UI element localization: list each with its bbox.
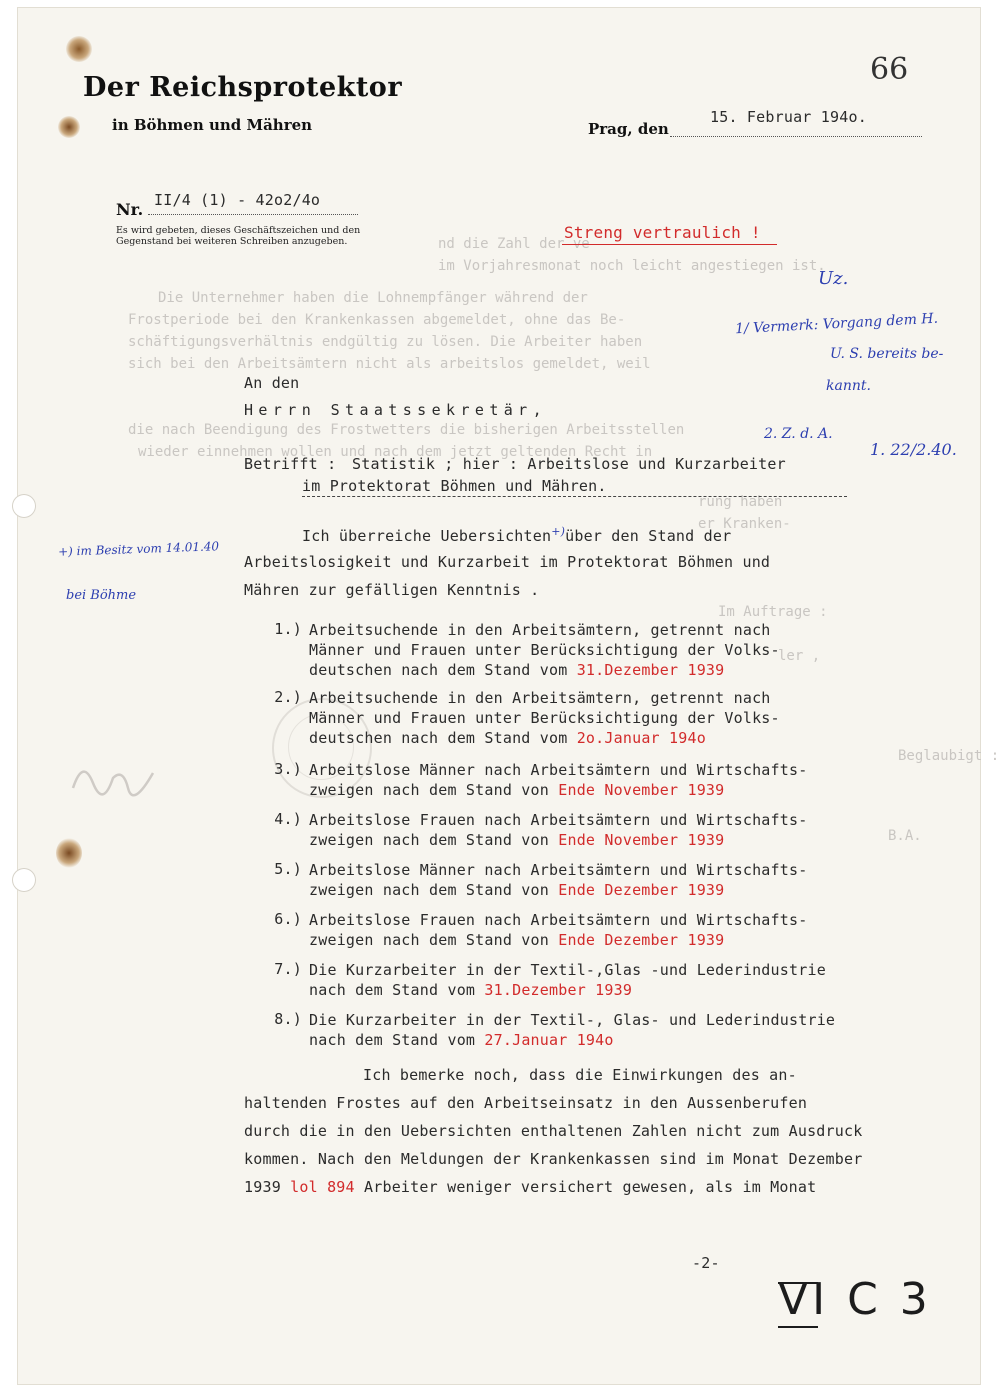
bleed-through-text: Im Auftrage : (718, 604, 828, 620)
list-item-date: 27.Januar 194o (484, 1031, 614, 1049)
list-item-line: Die Kurzarbeiter in der Textil-,Glas -und Lederindustrie (309, 961, 826, 979)
letterhead-subtitle: in Böhmen und Mähren (112, 116, 313, 134)
list-item-text (309, 688, 780, 748)
list-item-line-text: nach dem Stand vom (309, 1031, 485, 1049)
list-item-line (309, 728, 780, 748)
subject-line1: Statistik ; hier : Arbeitslose und Kurzarbeiter (352, 455, 786, 473)
reference-line (148, 214, 358, 215)
bleed-through-text: Die Unternehmer haben die Lohnempfänger während der (158, 290, 588, 306)
subject-line2: im Protektorat Böhmen und Mähren. (302, 477, 607, 495)
list-item-number: 7.) (274, 960, 302, 978)
archive-mark: VI C 3 (778, 1274, 932, 1325)
closing-line5-post: Arbeiter weniger versichert gewesen, als im Monat (354, 1178, 817, 1196)
bleed-through-text: schäftigungsverhältnis endgültig zu lösen. Die Arbeiter haben (128, 334, 643, 350)
bleed-through-text: nd die Zahl der ve (438, 236, 590, 252)
page-number: 66 (870, 52, 909, 87)
list-item-line (309, 780, 807, 800)
bleed-through-text: er Kranken- (698, 516, 791, 532)
archive-mark-overline (778, 1282, 818, 1284)
bleed-through-text: B.A. (888, 828, 922, 844)
closing-figure: lol 894 (290, 1178, 355, 1196)
list-item-date: Ende Dezember 1939 (558, 931, 725, 949)
bleed-through-text: rung haben (698, 494, 783, 510)
list-item-line-text: zweigen nach dem Stand von (309, 881, 559, 899)
list-item-number: 6.) (274, 910, 302, 928)
handwritten-note-right-1: 1/ Vermerk: Vorgang dem H. (734, 310, 939, 338)
list-item-line: Arbeitsuchende in den Arbeitsämtern, getrennt nach (309, 621, 771, 639)
closing-line4: kommen. Nach den Meldungen der Krankenkassen sind im Monat Dezember (244, 1150, 863, 1168)
list-item-text (309, 910, 807, 950)
recipient-line2: Herrn Staatssekretär, (244, 401, 548, 419)
document-page (18, 8, 1000, 1384)
letter-date: 15. Februar 194o. (710, 108, 867, 126)
closing-line5-pre: 1939 (244, 1178, 291, 1196)
closing-line1: Ich bemerke noch, dass die Einwirkungen des an- (363, 1066, 797, 1084)
rust-stain (56, 838, 82, 868)
list-item-date: 31.Dezember 1939 (576, 661, 725, 679)
closing-line3: durch die in den Uebersichten enthaltenen Zahlen nicht zum Ausdruck (244, 1122, 863, 1140)
place-label: Prag, den (588, 120, 669, 138)
list-item-line: Die Kurzarbeiter in der Textil-, Glas- und Lederindustrie (309, 1011, 836, 1029)
intro-line1-text: Ich überreiche Uebersichten (302, 527, 552, 545)
list-item-line-text: zweigen nach dem Stand von (309, 781, 559, 799)
handwritten-note-right-3: kannt. (826, 378, 871, 394)
closing-line5 (244, 1178, 816, 1196)
list-item-line-text: zweigen nach dem Stand von (309, 931, 559, 949)
list-item-line (309, 880, 807, 900)
reference-note-line2: Gegenstand bei weiteren Schreiben anzugeben. (116, 236, 348, 247)
list-item-line (309, 830, 807, 850)
handwritten-date-note: 1. 22/2.40. (870, 440, 957, 459)
reference-number: II/4 (1) - 42o2/4o (154, 191, 321, 209)
list-item-line (309, 980, 826, 1000)
bleed-through-text: wieder einnehmen wollen und nach dem jetzt geltenden Recht in (138, 444, 653, 460)
reference-note-line1: Es wird gebeten, dieses Geschäftszeichen und den (116, 225, 361, 236)
list-item-number: 5.) (274, 860, 302, 878)
list-item-line: Arbeitsuchende in den Arbeitsämtern, getrennt nach (309, 689, 771, 707)
list-item-number: 1.) (274, 620, 302, 638)
letterhead-title: Der Reichsprotektor (83, 72, 403, 103)
list-item-line (309, 930, 807, 950)
intro-line2: Arbeitslosigkeit und Kurzarbeit im Protektorat Böhmen und (244, 553, 771, 571)
list-item-line: Männer und Frauen unter Berücksichtigung der Volks- (309, 641, 780, 659)
footnote-mark: +) (551, 525, 566, 538)
list-item-text (309, 810, 807, 850)
list-item-line-text: nach dem Stand vom (309, 981, 485, 999)
subject-label: Betrifft : (244, 455, 337, 473)
list-item-line: Arbeitslose Männer nach Arbeitsämtern und Wirtschafts- (309, 761, 808, 779)
subject-underline (302, 496, 847, 497)
confidential-underline (562, 244, 777, 245)
list-item-line: Arbeitslose Männer nach Arbeitsämtern und Wirtschafts- (309, 861, 808, 879)
list-item-text (309, 860, 807, 900)
punch-hole (12, 494, 36, 518)
list-item-text (309, 620, 780, 680)
list-item-number: 8.) (274, 1010, 302, 1028)
list-item-text (309, 760, 807, 800)
list-item-line-text: deutschen nach dem Stand vom (309, 729, 577, 747)
list-item-text (309, 960, 826, 1000)
bleed-through-text: Frostperiode bei den Krankenkassen abgemeldet, ohne das Be- (128, 312, 626, 328)
handwritten-note-left-1: +) im Besitz vom 14.01.40 (57, 539, 220, 559)
handwritten-initials: Uz. (818, 268, 849, 289)
handwritten-mark-right: 2. Z. d. A. (764, 426, 833, 442)
list-item-line: Männer und Frauen unter Berücksichtigung der Volks- (309, 709, 780, 727)
bleed-through-text: die nach Beendigung des Frostwetters die bisherigen Arbeitsstellen (128, 422, 685, 438)
list-item-line-text: deutschen nach dem Stand vom (309, 661, 577, 679)
rust-stain (66, 36, 92, 62)
closing-line2: haltenden Frostes auf den Arbeitseinsatz in den Aussenberufen (244, 1094, 808, 1112)
list-item-line-text: zweigen nach dem Stand von (309, 831, 559, 849)
punch-hole (12, 868, 36, 892)
handwritten-note-left-2: bei Böhme (66, 588, 137, 603)
intro-line1-rest: über den Stand der (565, 527, 732, 545)
list-item-line: Arbeitslose Frauen nach Arbeitsämtern und Wirtschafts- (309, 811, 808, 829)
recipient-line1: An den (244, 374, 300, 392)
list-item-line (309, 660, 780, 680)
reference-label: Nr. (116, 200, 144, 219)
archive-mark-underline (778, 1326, 818, 1328)
list-item-date: Ende November 1939 (558, 831, 725, 849)
list-item-text (309, 1010, 835, 1050)
faint-signature-icon (68, 748, 158, 808)
continuation-marker: -2- (692, 1254, 720, 1272)
date-line (670, 136, 922, 137)
list-item-number: 2.) (274, 688, 302, 706)
list-item-line (309, 1030, 835, 1050)
list-item-date: 31.Dezember 1939 (484, 981, 633, 999)
list-item-date: Ende November 1939 (558, 781, 725, 799)
intro-line1 (302, 525, 731, 545)
handwritten-note-right-2: U. S. bereits be- (830, 346, 944, 362)
intro-line3: Mähren zur gefälligen Kenntnis . (244, 581, 540, 599)
list-item-number: 3.) (274, 760, 302, 778)
list-item-date: Ende Dezember 1939 (558, 881, 725, 899)
confidential-mark: Streng vertraulich ! (564, 223, 761, 242)
list-item-line: Arbeitslose Frauen nach Arbeitsämtern und Wirtschafts- (309, 911, 808, 929)
bleed-through-text: sich bei den Arbeitsämtern nicht als arbeitslos gemeldet, weil (128, 356, 651, 372)
bleed-through-text: im Vorjahresmonat noch leicht angestiegen ist. (438, 258, 826, 274)
list-item-number: 4.) (274, 810, 302, 828)
rust-stain (58, 116, 80, 138)
list-item-date: 2o.Januar 194o (576, 729, 706, 747)
bleed-through-text: Beglaubigt : (898, 748, 1000, 764)
bleed-through-text: ler , (778, 648, 821, 664)
